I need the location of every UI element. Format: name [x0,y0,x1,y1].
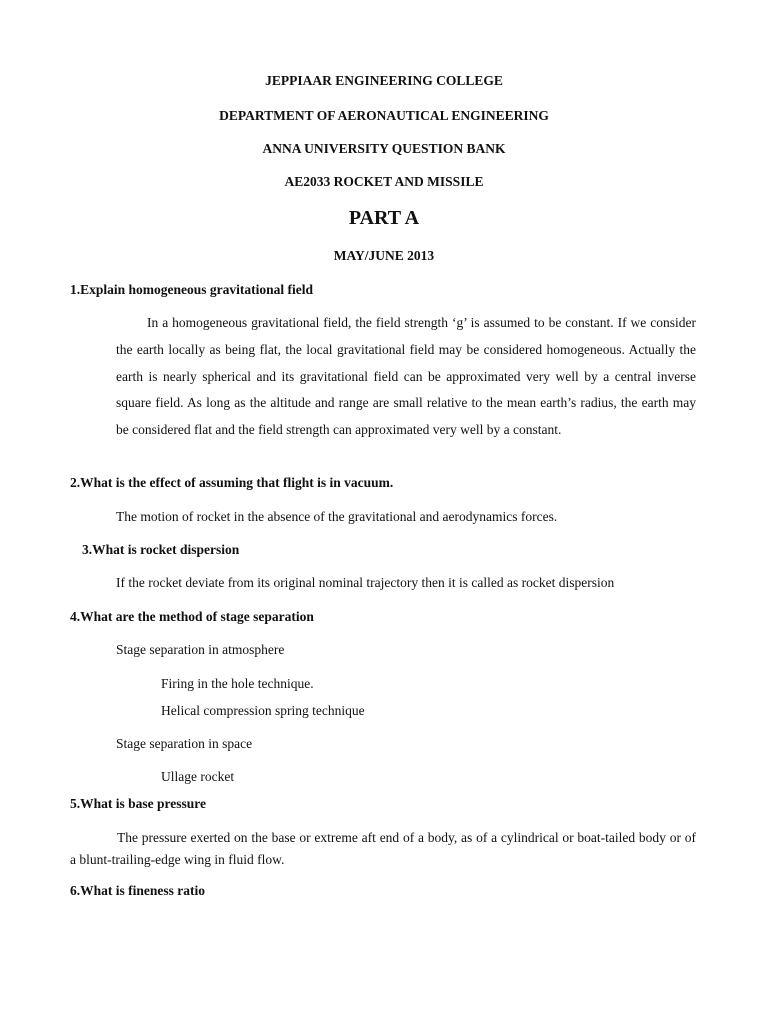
department-name: DEPARTMENT OF AERONAUTICAL ENGINEERING [219,108,549,123]
exam-session: MAY/JUNE 2013 [333,248,435,263]
list-item: Helical compression spring technique [161,703,365,718]
answer-2: The motion of rocket in the absence of the gravitational and aerodynamics forces. [116,509,558,524]
question-5: 5.What is base pressure [70,796,207,811]
question-2: 2.What is the effect of assuming that flight is in vacuum. [70,475,394,490]
stage-separation-space: Stage separation in space [116,736,253,751]
college-name: JEPPIAAR ENGINEERING COLLEGE [265,73,503,88]
part-heading: PART A [348,207,420,229]
question-bank-title: ANNA UNIVERSITY QUESTION BANK [262,141,506,156]
answer-5: The pressure exerted on the base or extreme aft end of a body, as of a cylindrical or boat-tailed body or of a blunt-trailing-edge wing in fluid flow. [70,830,696,867]
question-1: 1.Explain homogeneous gravitational field [70,282,314,297]
question-3: 3.What is rocket dispersion [82,542,240,557]
stage-separation-atmosphere: Stage separation in atmosphere [116,642,285,657]
course-title: AE2033 ROCKET AND MISSILE [284,174,484,189]
answer-3: If the rocket deviate from its original nominal trajectory then it is called as rocket dispersion [116,575,615,590]
list-item: Firing in the hole technique. [161,676,314,691]
question-6: 6.What is fineness ratio [70,883,205,898]
list-item: Ullage rocket [161,769,235,784]
question-4: 4.What are the method of stage separation [70,609,314,624]
answer-1: In a homogeneous gravitational field, the field strength ‘g’ is assumed to be constant. If we consider the earth locally as being flat, the local gravitational field may be considered homogeneous. Actually the earth is nearly spherical and its gravitational field can be approximated very well by a central inverse square field. As long as the altitude and range are small relative to the mean earth’s radius, the earth may be considered flat and the field strength can approximated very well by a constant. [116,315,696,438]
